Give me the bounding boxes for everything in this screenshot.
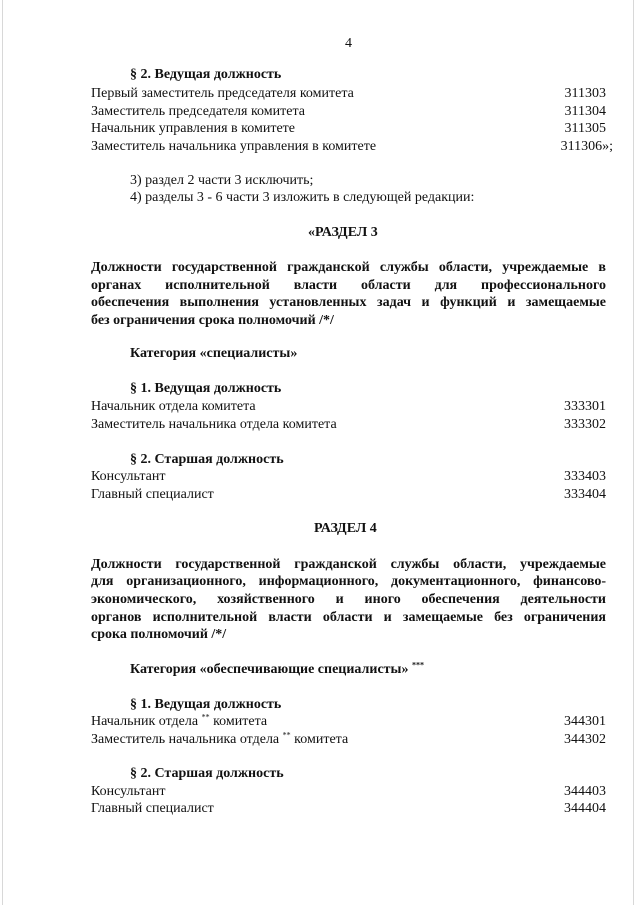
- razdel-title: РАЗДЕЛ 4: [314, 521, 377, 536]
- position-title: Начальник отдела комитета: [91, 399, 256, 414]
- position-code: 311305: [564, 121, 606, 136]
- position-title: Заместитель начальника управления в комитете: [91, 139, 377, 154]
- section-heading: § 1. Ведущая должность: [130, 697, 282, 712]
- position-title: Консультант: [91, 784, 166, 799]
- razdel-description-line: без ограничения срока полномочий /*/: [91, 313, 334, 328]
- position-code: 344302: [564, 732, 606, 747]
- position-title: [91, 732, 348, 748]
- position-title: Главный специалист: [91, 487, 214, 502]
- position-title: Начальник управления в комитете: [91, 121, 296, 136]
- footnote-mark: ***: [412, 660, 424, 670]
- scan-edge-left: [2, 0, 3, 905]
- razdel-description-line: органов исполнительной власти области и замещаемые без ограничения: [91, 610, 606, 625]
- section-heading: § 2. Старшая должность: [130, 766, 284, 781]
- razdel-description-line: Должности государственной гражданской службы области, учреждаемые в: [91, 260, 606, 275]
- razdel-title: «РАЗДЕЛ 3: [308, 225, 378, 240]
- razdel-description-line: обеспечения выполнения установленных задач и функций и замещаемые: [91, 295, 606, 310]
- position-code: 333301: [564, 399, 606, 414]
- position-code: 311306»;: [560, 139, 613, 154]
- footnote-mark: **: [201, 712, 210, 722]
- position-code: 333404: [564, 487, 606, 502]
- position-title-text: Начальник отдела: [91, 714, 199, 729]
- amendment-item: 4) разделы 3 - 6 части 3 изложить в следующей редакции:: [130, 190, 475, 205]
- section-heading: § 2. Ведущая должность: [130, 67, 282, 82]
- razdel-description-line: экономического, хозяйственного и иного обеспечения деятельности: [91, 592, 606, 607]
- amendment-item: 3) раздел 2 части 3 исключить;: [130, 173, 314, 188]
- position-title: Первый заместитель председателя комитета: [91, 86, 354, 101]
- section-heading: § 1. Ведущая должность: [130, 381, 282, 396]
- position-title: [91, 714, 267, 730]
- position-title-suffix: комитета: [209, 714, 268, 729]
- page-number: 4: [345, 36, 352, 51]
- position-code: 311303: [564, 86, 606, 101]
- razdel-description-line: для организационного, информационного, документационного, финансово-: [91, 574, 606, 589]
- section-heading: § 2. Старшая должность: [130, 452, 284, 467]
- position-title-suffix: комитета: [290, 732, 349, 747]
- position-title: Консультант: [91, 469, 166, 484]
- position-code: 311304: [564, 104, 606, 119]
- position-title: Заместитель начальника отдела комитета: [91, 417, 337, 432]
- category-heading: Категория «специалисты»: [130, 346, 298, 361]
- position-title: Заместитель председателя комитета: [91, 104, 305, 119]
- razdel-description-line: срока полномочий /*/: [91, 627, 227, 642]
- footnote-mark: **: [282, 730, 291, 740]
- position-code: 333403: [564, 469, 606, 484]
- razdel-description-line: органах исполнительной власти области для профессионального: [91, 278, 606, 293]
- razdel-description-line: Должности государственной гражданской службы области, учреждаемые: [91, 557, 606, 572]
- position-code: 333302: [564, 417, 606, 432]
- position-code: 344403: [564, 784, 606, 799]
- position-title: Главный специалист: [91, 801, 214, 816]
- category-text: Категория «обеспечивающие специалисты»: [130, 662, 409, 677]
- category-heading: [130, 662, 424, 678]
- scan-edge-right: [633, 0, 634, 905]
- position-code: 344301: [564, 714, 606, 729]
- position-code: 344404: [564, 801, 606, 816]
- position-title-text: Заместитель начальника отдела: [91, 732, 280, 747]
